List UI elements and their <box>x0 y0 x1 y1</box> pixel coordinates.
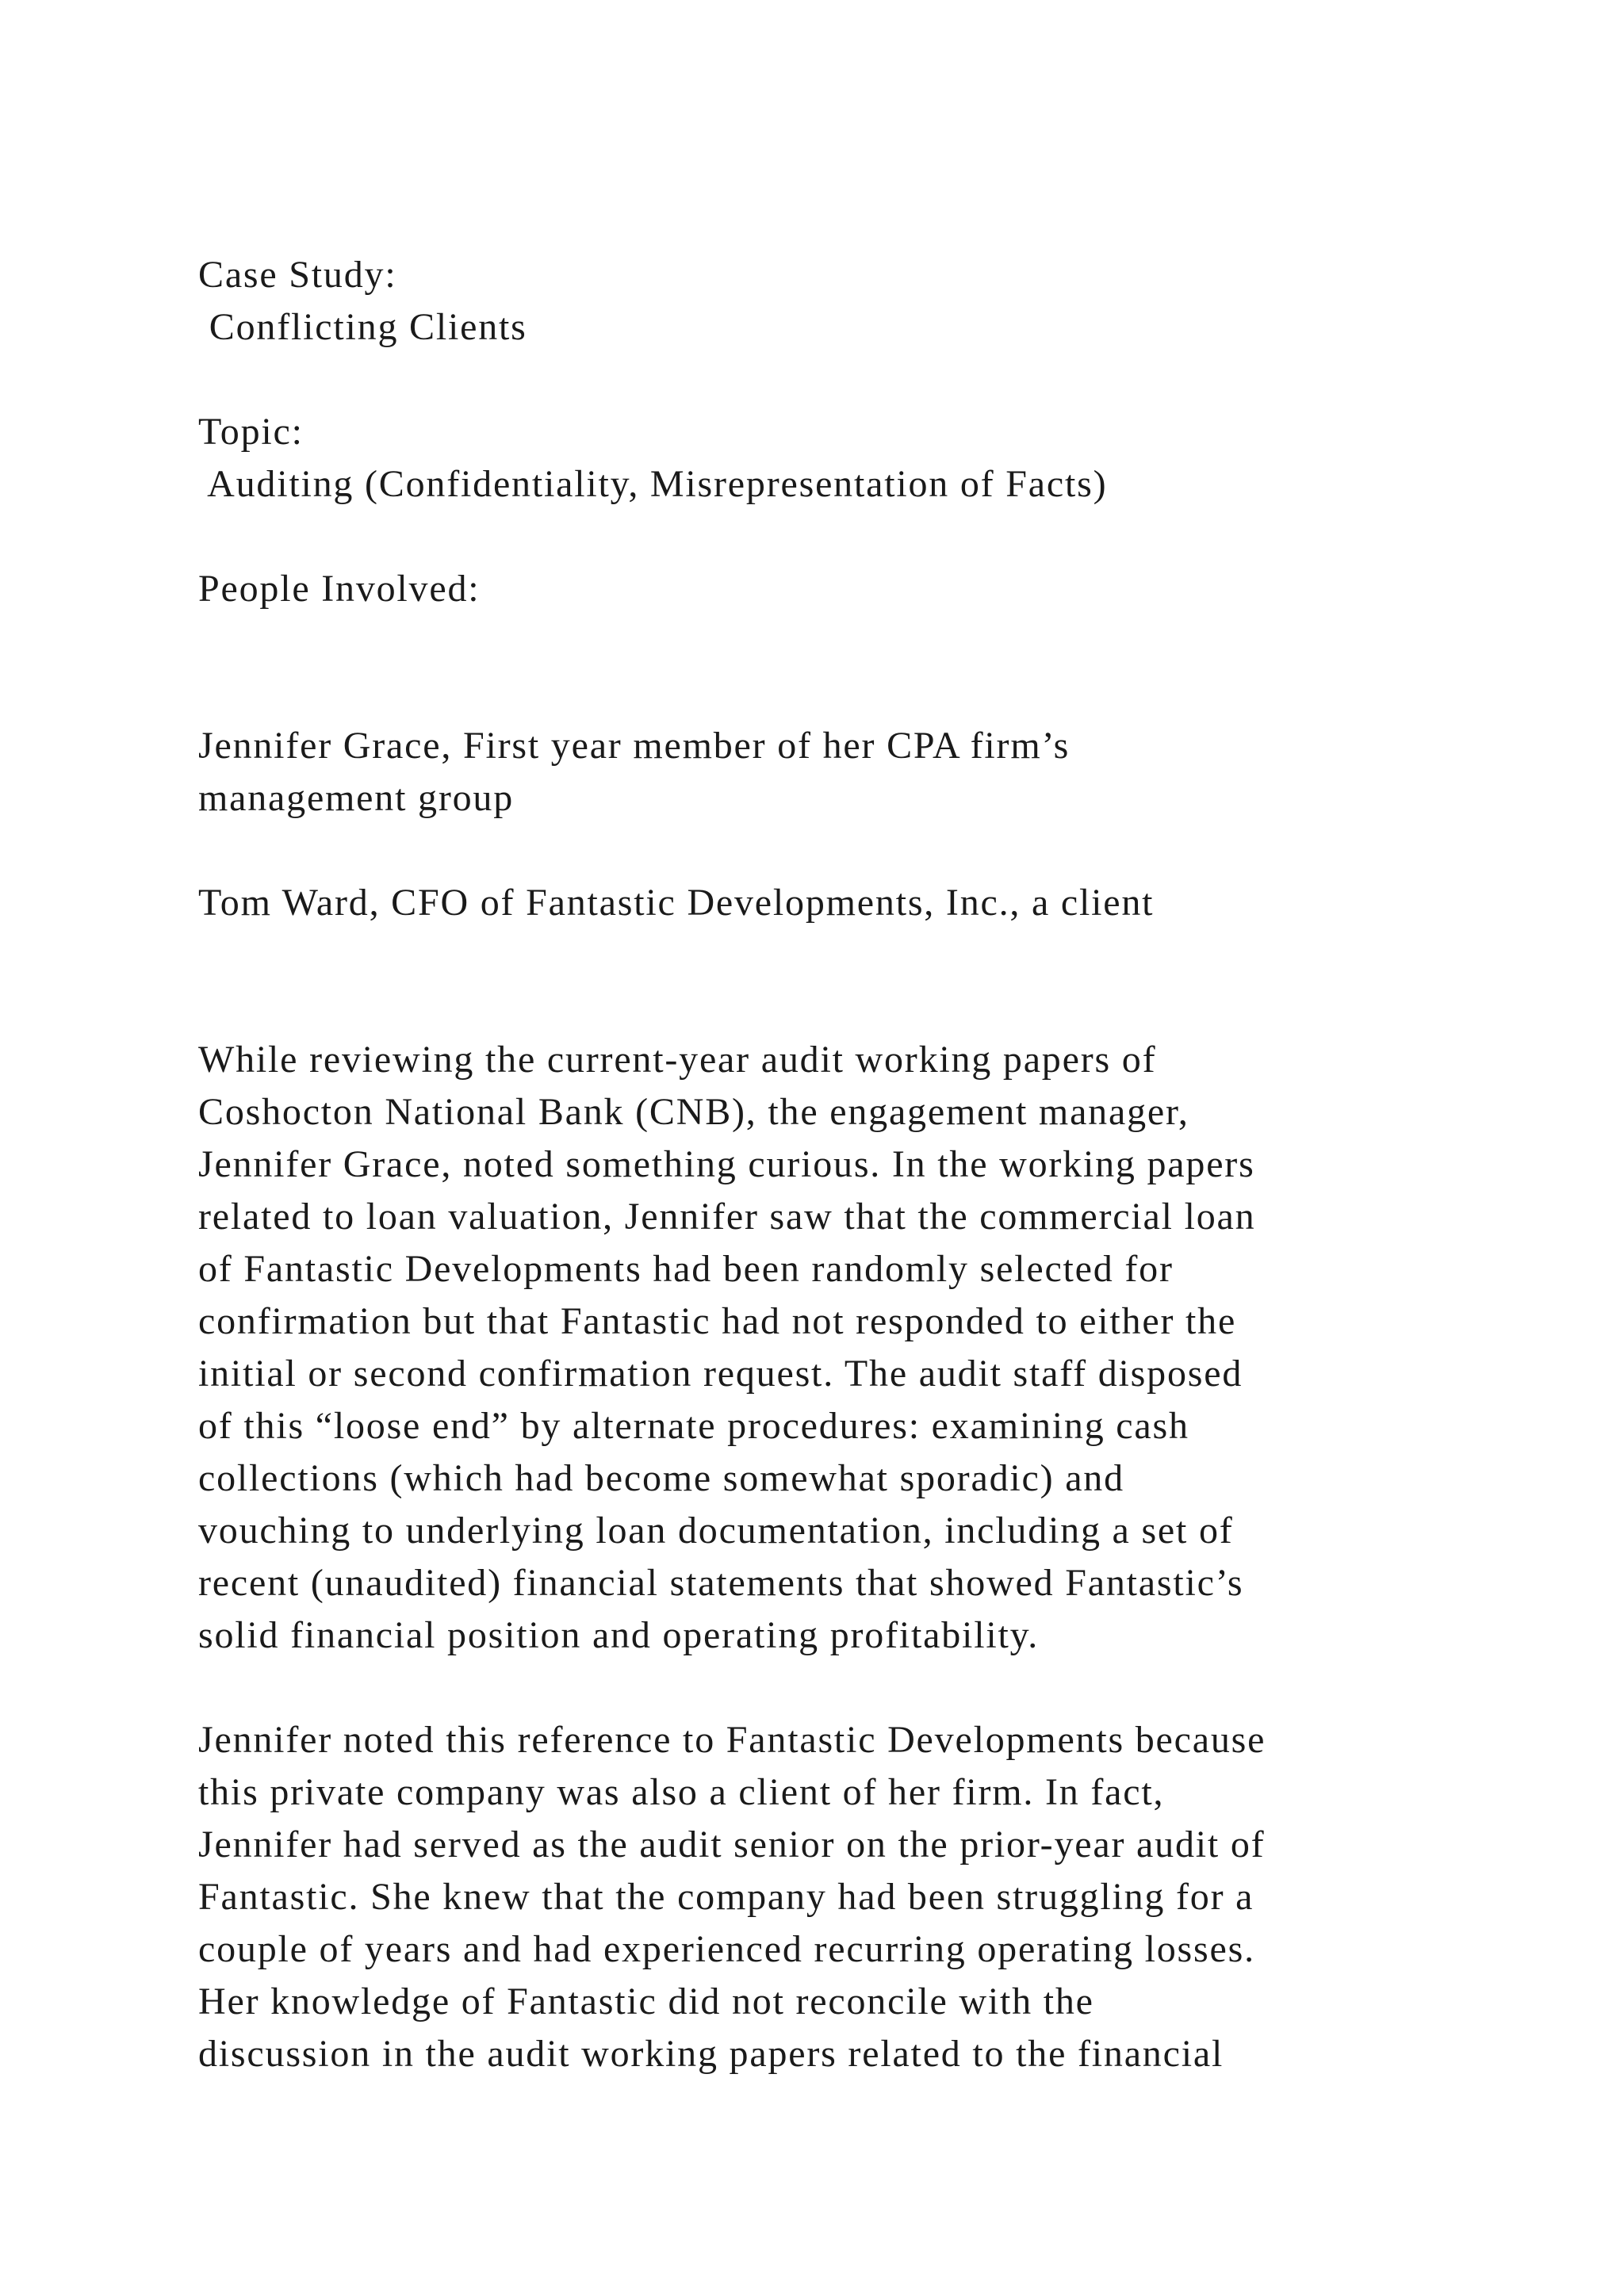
paragraph-2-line: discussion in the audit working papers related to the financial <box>198 2033 1224 2075</box>
paragraph-1-line: collections (which had become somewhat sporadic) and <box>198 1457 1124 1499</box>
paragraph-1-line: Coshocton National Bank (CNB), the engagement manager, <box>198 1091 1189 1133</box>
paragraph-1-line: Jennifer Grace, noted something curious. In the working papers <box>198 1143 1255 1185</box>
case-study-label: Case Study: <box>198 254 397 296</box>
paragraph-2-line: Jennifer had served as the audit senior on the prior-year audit of <box>198 1823 1266 1866</box>
topic-value: Auditing (Confidentiality, Misrepresentation of Facts) <box>198 463 1108 505</box>
paragraph-1-line: vouching to underlying loan documentation, including a set of <box>198 1510 1234 1552</box>
paragraph-2-line: Fantastic. She knew that the company had been struggling for a <box>198 1876 1254 1918</box>
paragraph-1-line: recent (unaudited) financial statements that showed Fantastic’s <box>198 1562 1244 1604</box>
paragraph-1-line: solid financial position and operating profitability. <box>198 1614 1040 1656</box>
paragraph-1-line: initial or second confirmation request. The audit staff disposed <box>198 1353 1243 1395</box>
paragraph-2-line: Her knowledge of Fantastic did not reconcile with the <box>198 1980 1094 2022</box>
person-2-line-1: Tom Ward, CFO of Fantastic Developments, Inc., a client <box>198 882 1155 924</box>
paragraph-1-line: confirmation but that Fantastic had not responded to either the <box>198 1300 1237 1342</box>
person-1-line-2: management group <box>198 777 515 819</box>
person-1-line-1: Jennifer Grace, First year member of her CPA firm’s <box>198 725 1071 767</box>
paragraph-1-line: of Fantastic Developments had been randomly selected for <box>198 1248 1174 1290</box>
paragraph-2-line: couple of years and had experienced recurring operating losses. <box>198 1928 1255 1970</box>
topic-label: Topic: <box>198 411 304 453</box>
people-involved-label: People Involved: <box>198 568 481 610</box>
paragraph-2-line: Jennifer noted this reference to Fantastic Developments because <box>198 1719 1266 1761</box>
paragraph-1-line: related to loan valuation, Jennifer saw that the commercial loan <box>198 1196 1256 1238</box>
paragraph-2-line: this private company was also a client of her firm. In fact, <box>198 1771 1165 1813</box>
paragraph-1-line: of this “loose end” by alternate procedures: examining cash <box>198 1405 1189 1447</box>
case-study-title: Conflicting Clients <box>198 306 527 348</box>
paragraph-1-line: While reviewing the current-year audit working papers of <box>198 1039 1157 1081</box>
